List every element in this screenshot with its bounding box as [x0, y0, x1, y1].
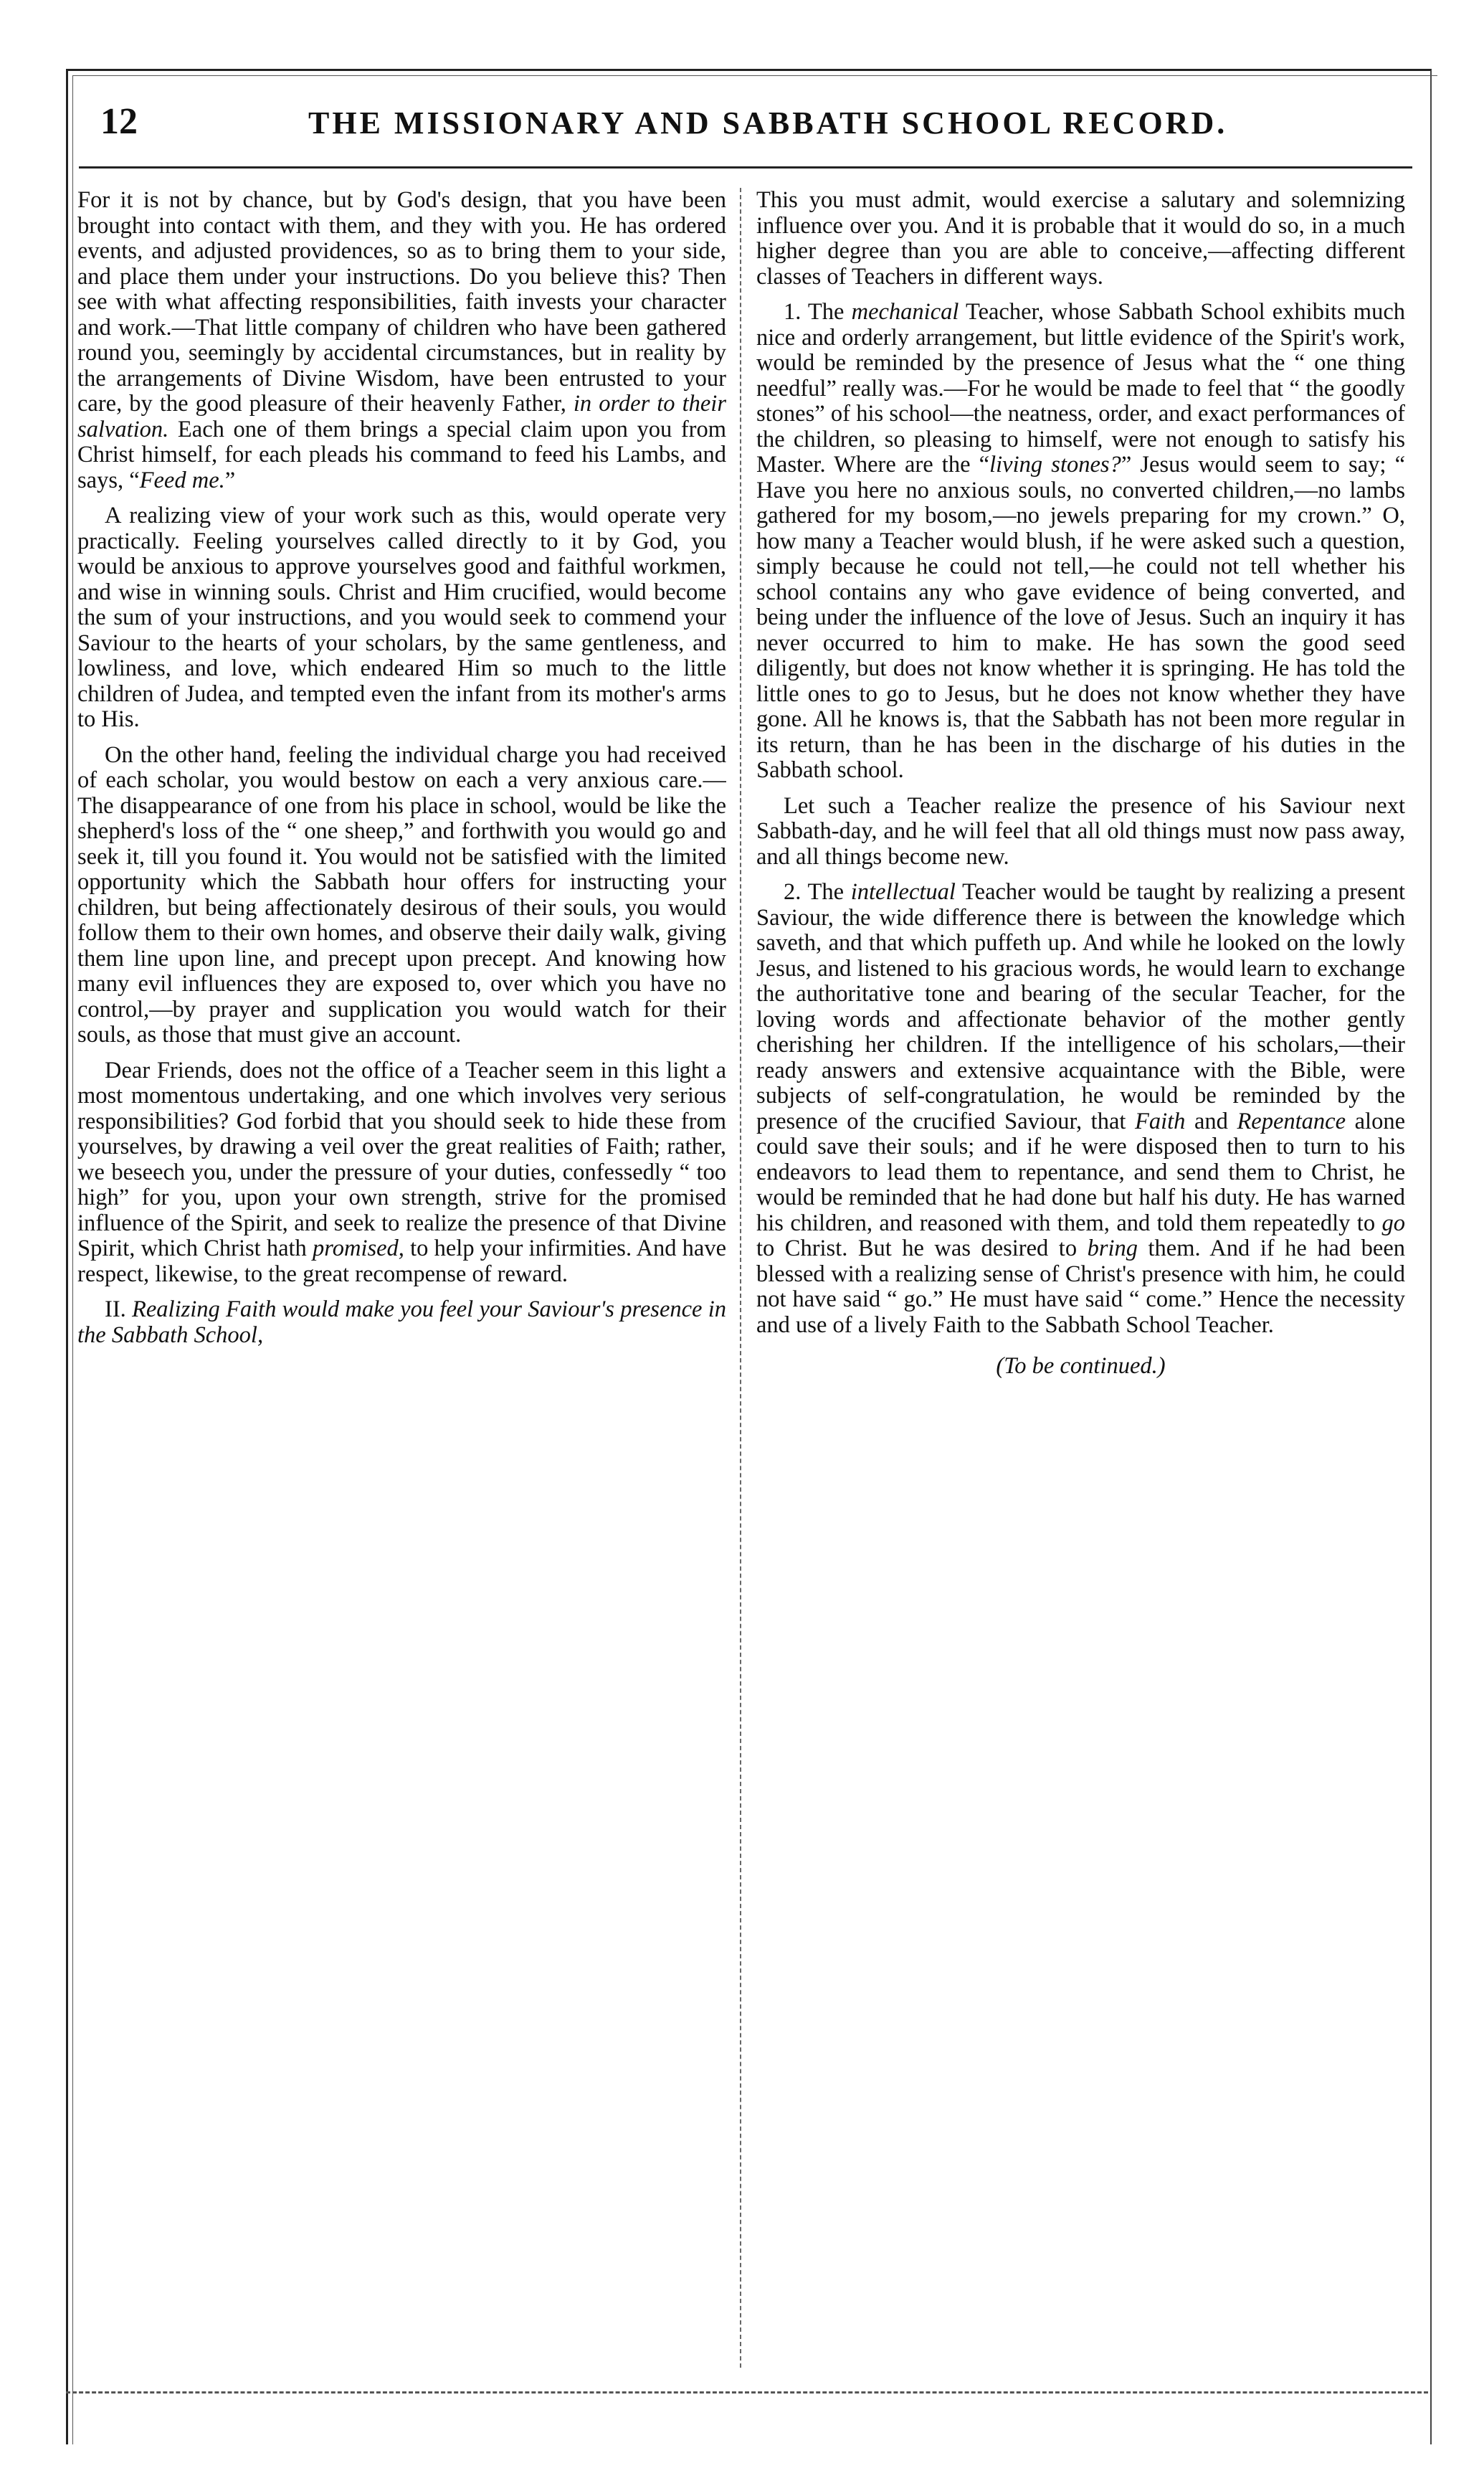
text: ” Jesus would seem to say; “ Have you here no anxious souls, no converted children,—no lambs gathered for my bosom,—no jewels preparing for my crown.” O, how many a Teacher would blush, if he were asked such a question, simply because he could not tell,—he could not tell whether his school contains any who gave evidence of being converted, and being under the influence of the love of Jesus. Such an inquiry it has never occurred to him to make. He has sown the good seed diligently, but does not know whether it is springing. He has told the little ones to go to Jesus, but he does not know whether they have gone. All he knows is, that the Sabbath has not been more regular in its return, than he has been in the discharge of his duties in the Sabbath school.: [756, 452, 1405, 783]
italic-text: Repentance: [1237, 1108, 1346, 1134]
continued-note: (To be continued.): [996, 1353, 1166, 1379]
italic-text: in order to their salvation.: [77, 391, 726, 442]
text: and: [1194, 1108, 1228, 1134]
text: alone could save their souls; and if he were disposed then to turn to his endeavors to lead them to repentance, and send them to Christ, he would be reminded that he had done but half his duty. He has warned his children, and reasoned with them, and told them repeatedly to: [756, 1108, 1405, 1236]
paragraph: [756, 300, 1405, 784]
italic-text: promised,: [313, 1235, 404, 1261]
italic-text: mechanical: [851, 299, 959, 325]
paragraph: Let such a Teacher realize the presence of his Saviour next Sabbath-day, and he will feel that all old things must now pass away, and all things become new.: [756, 792, 1405, 870]
running-title: THE MISSIONARY AND SABBATH SCHOOL RECORD.: [308, 105, 1228, 141]
text: Teacher, whose Sabbath School exhibits much nice and orderly arrangement, but little evidence of the Spirit's work, would be reminded by the presence of Jesus what the “ one thing needful” really was.—For he would be made to feel that “ the goodly stones” of his school—the neatness, order, and exact performances of the children, so pleasing to himself, were not enough to satisfy his Master. Where are the “: [756, 299, 1405, 478]
paragraph: [756, 880, 1405, 1338]
section-number: II.: [105, 1296, 126, 1322]
section-heading: [77, 1297, 726, 1348]
text: Dear Friends, does not the office of a Teacher seem in this light a most momentous undertaking, and one which involves very serious responsibilities? God forbid that you should seek to hide these from yourselves, by drawing a veil over the great realities of Faith; rather, we beseech you, under the pressure of your duties, confessedly “ too high” for you, upon your own strength, strive for the promised influence of the Spirit, and seek to realize the presence of that Divine Spirit, which Christ hath: [77, 1057, 726, 1261]
italic-text: go: [1381, 1210, 1405, 1236]
header-rule: [79, 166, 1412, 169]
bottom-rule: [66, 2391, 1428, 2394]
italic-text: intellectual: [850, 879, 956, 905]
paragraph: A realizing view of your work such as this, would operate very practically. Feeling yourselves called directly to it by God, you would be anxious to approve yourselves good and faithful workmen, and wise in winning souls. Christ and Him crucified, would become the sum of your instructions, and you would seek to commend your Saviour to the hearts of your scholars, by the same gentleness, and lowliness, and love, which endeared Him so much to the little children of Judea, and tempted even the infant from its mother's arms to His.: [77, 503, 726, 732]
italic-text: living stones?: [989, 452, 1121, 478]
italic-text: Feed me.: [139, 467, 225, 493]
text: For it is not by chance, but by God's design, that you have been brought into contact with them, and they with you. He has ordered events, and adjusted providences, so as to bring them to your side, and place them under your instructions. Do you believe this? Then see with what affecting responsibilities, faith invests your character and work.—That little company of children who have been gathered round you, seemingly by accidental circumstances, but in reality by the arrangements of Divine Wisdom, have been entrusted to your care, by the good pleasure of their heavenly Father,: [77, 188, 726, 417]
column-divider: [740, 188, 741, 2368]
page-header: [93, 100, 1405, 151]
italic-text: bring: [1087, 1235, 1138, 1261]
text: to Christ. But he was desired to: [756, 1235, 1078, 1261]
paragraph: On the other hand, feeling the individual charge you had received of each scholar, you would bestow on each a very anxious care.—The disappearance of one from his place in school, would be like the shepherd's loss of the “ one sheep,” and forthwith you would go and seek it, till you found it. You would not be satisfied with the limited opportunity which the Sabbath hour offers for instructing your children, but being affectionately desirous of their souls, you would follow them to their own homes, and observe their daily walk, giving them line upon line, and precept upon precept. And knowing how many evil influences they are exposed to, over which you have no control,—by prayer and supplication you would watch for their souls, as those that must give an account.: [77, 741, 726, 1048]
text: them. And if he had been blessed with a realizing sense of Christ's presence with him, he could not have said “ go.” He must have said “ come.” Hence the necessity and use of a lively Faith to the Sabbath School Teacher.: [756, 1235, 1405, 1338]
paragraph: This you must admit, would exercise a salutary and solemnizing influence over you. And it is probable that it would do so, in a much higher degree than you are able to conceive,—affecting different classes of Teachers in different ways.: [756, 188, 1405, 290]
left-column: [77, 188, 726, 2368]
text: to help your infirmities. And have respect, likewise, to the great recompense of reward.: [77, 1235, 726, 1287]
paragraph: [77, 188, 726, 493]
text: 2. The: [784, 879, 845, 905]
text: Teacher would be taught by realizing a present Saviour, the wide difference there is between the knowledge which saveth, and that which puffeth up. And while he looked on the lowly Jesus, and listened to his gracious words, he would learn to exchange the authoritative tone and bearing of the secular Teacher, for the loving words and affectionate behavior of the mother gently cherishing her children. If the intelligence of his scholars,—their ready answers and extensive acquaintance with the Bible, were subjects of self-congratulation, he would be reminded by the presence of the crucified Saviour, that: [756, 879, 1405, 1134]
text: ”: [224, 467, 236, 493]
right-column: [756, 188, 1405, 2368]
italic-text: Faith: [1134, 1108, 1186, 1134]
page-number: 12: [100, 101, 138, 142]
section-heading-text: Realizing Faith would make you feel your Saviour's presence in the Sabbath School,: [77, 1296, 726, 1348]
text: 1. The: [784, 299, 845, 325]
text: Each one of them brings a special claim upon you from Christ himself, for each pleads his command to feed his Lambs, and says, “: [77, 416, 726, 493]
paragraph: [77, 1058, 726, 1288]
